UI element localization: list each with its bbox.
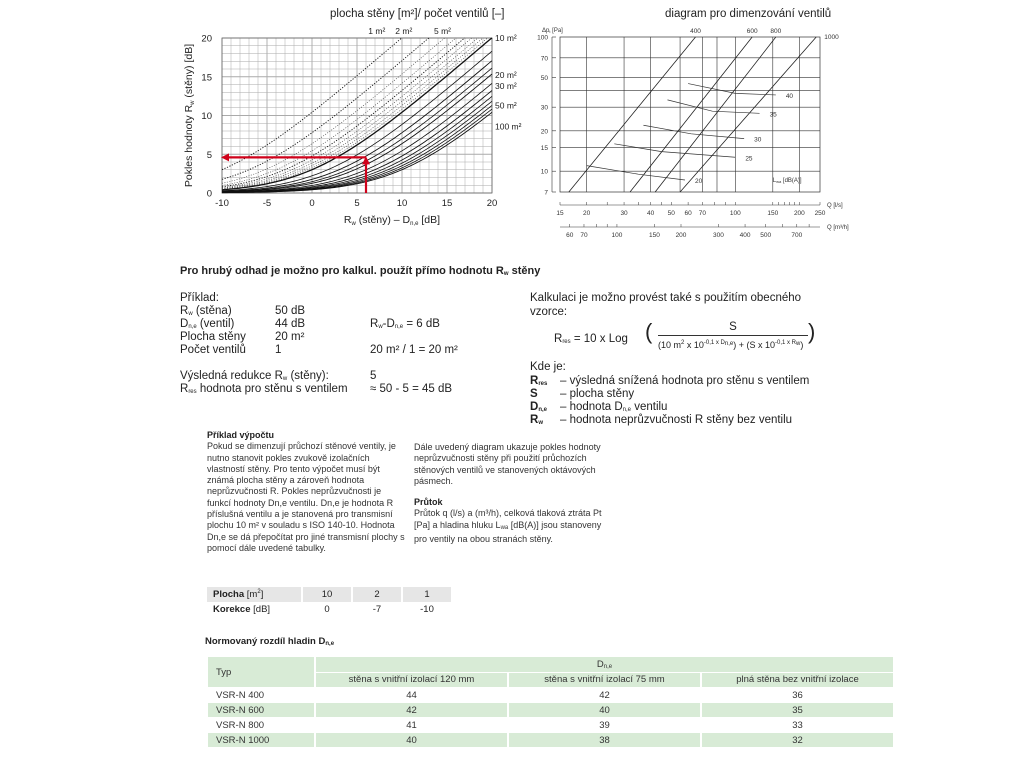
def-rw: $R_w$ – hodnota neprůzvučnosti R stěny bez ventilu	[530, 413, 793, 426]
header-typ: Typ	[208, 657, 314, 687]
example-value-dne: 44 dB	[275, 318, 306, 330]
x-tick-label: 30	[620, 210, 628, 217]
x-tick-label: 700	[791, 232, 803, 239]
x-tick-label: 400	[739, 232, 751, 239]
y-tick-label: 5	[206, 149, 212, 161]
correction-table	[205, 587, 453, 617]
diagram-paragraph	[414, 442, 606, 545]
x-tick-label: 100	[729, 210, 741, 217]
x-tick-label: 200	[675, 232, 687, 239]
table-row	[208, 703, 893, 717]
result-reduction-value: 5	[370, 370, 377, 382]
header-col-120: stěna s vnitřní izolací 120 mm	[316, 673, 507, 688]
x-tick-label: 500	[760, 232, 772, 239]
x-tick-label: -5	[262, 198, 272, 209]
model-line-600	[630, 37, 752, 192]
x-tick-label: 10	[396, 198, 408, 209]
x-tick-label: 15	[556, 210, 564, 217]
model-line-1000	[680, 37, 816, 192]
x-tick-label: 150	[767, 210, 779, 217]
cell: 36	[792, 689, 803, 701]
main-table-title: Normovaný rozdíl hladin $D_{n,e}$	[205, 636, 335, 647]
y-tick-label: 15	[540, 145, 548, 153]
table-row	[208, 718, 893, 732]
calc-example-paragraph	[207, 430, 407, 554]
x-tick-label: 20	[486, 198, 498, 209]
model-label: 1000	[824, 34, 839, 41]
x-axis-label: Rw (stěny) – Dn,e [dB]	[343, 214, 441, 227]
noise-label: 30	[754, 136, 762, 144]
cell: 40	[316, 733, 507, 747]
correction-row-db	[207, 602, 451, 617]
y-tick-label: 70	[540, 55, 548, 63]
right-chart	[530, 25, 850, 239]
model-label: 600	[746, 28, 758, 35]
example-value-rw: 50 dB	[275, 305, 306, 317]
calc-example-title: Příklad výpočtu	[207, 430, 275, 440]
cell-typ: VSR-N 1000	[208, 733, 314, 747]
noise-line-35	[667, 100, 759, 113]
noise-label: 20	[694, 178, 703, 186]
cell: 39	[599, 719, 610, 731]
cell: 32	[702, 733, 893, 747]
y-tick-label: 10	[540, 168, 548, 176]
cell: 1	[403, 587, 451, 602]
result-reduction-label: Výsledná redukce $R_w$ (stěny):	[180, 370, 329, 382]
cell-typ: VSR-N 400	[216, 689, 265, 701]
x-tick-label: 300	[713, 232, 724, 239]
formula-intro: Kalkulaci je možno provést také s použitím obecného vzorce:	[530, 292, 802, 318]
correction-row-area	[207, 587, 451, 602]
model-line-400	[569, 37, 696, 192]
cell: -10	[420, 604, 434, 615]
table-row	[208, 688, 893, 702]
area-label-top: 5 m²	[434, 26, 451, 36]
y-tick-label: 7	[544, 189, 548, 197]
left-chart	[170, 28, 530, 233]
noise-label: 35	[769, 111, 777, 119]
x-tick-label: 0	[309, 198, 315, 209]
x-axis-label-mh: Q [m³/h]	[827, 225, 849, 231]
y-tick-label: 20	[201, 33, 212, 45]
correction-area-label: Plocha $[m^2]$	[207, 587, 301, 602]
y-axis-label: Δpt [Pa]	[542, 28, 563, 34]
x-tick-label: 40	[647, 210, 655, 217]
example-note-diff: $R_w-D_{n,e} = 6$ dB	[370, 318, 440, 330]
rough-estimate-heading: Pro hrubý odhad je možno pro kalkul. použít přímo hodnotu $R_w$ stěny	[180, 265, 541, 277]
cell: 42	[599, 689, 610, 701]
diagram-body: Dále uvedený diagram ukazuje pokles hodnoty neprůzvučnosti stěny při použití průchozích stěnových ventilů ve stanovených oktávových pásmech.	[414, 442, 601, 486]
dne-table	[206, 656, 895, 748]
y-tick-label: 50	[540, 74, 548, 82]
cell-typ: VSR-N 800	[216, 719, 265, 731]
x-tick-label: 150	[648, 232, 660, 239]
area-label-right: 20 m²	[495, 70, 517, 81]
example-row-count: Počet ventilů	[180, 344, 246, 356]
result-rres-label: $R_{res}$ hodnota pro stěnu s ventilem	[180, 383, 348, 395]
formula-denominator: (10 $m^2$ x $10^{-0,1 x D_{n,e}}) + (S$ x $10^{-0,1 x R_w}$)	[658, 340, 804, 350]
area-label-top: 2 m²	[395, 26, 413, 36]
formula: $R_{res} = 10$ x Log ( S (10 $m^2$ x $10^{-0,1 x D_{n,e}}) + (S$ x $10^{-0,1 x R_w}$) )	[530, 321, 830, 353]
x-tick-label: 60	[684, 210, 692, 217]
y-tick-label: 15	[201, 72, 212, 84]
formula-block	[530, 292, 830, 427]
formula-numerator: S	[729, 321, 737, 333]
where-label: Kde je:	[530, 361, 566, 373]
x-tick-label: 5	[354, 198, 360, 209]
model-line-800	[655, 37, 776, 192]
cell: 38	[509, 733, 700, 747]
example-row-rw: $R_w$ (stěna)	[180, 305, 232, 317]
example-row-dne: $D_{n,e}$ (ventil)	[180, 318, 235, 330]
x-tick-label: 60	[566, 232, 574, 239]
y-tick-label: 10	[201, 111, 212, 122]
curve-intermediate	[222, 38, 479, 189]
x-tick-label: 50	[667, 210, 675, 217]
def-s: S – plocha stěny	[530, 387, 635, 400]
x-tick-label: 70	[580, 232, 588, 239]
flow-title: Průtok	[414, 497, 443, 508]
cell-typ: VSR-N 600	[208, 703, 314, 717]
noise-label: 25	[745, 155, 753, 163]
noise-label: 40	[785, 92, 794, 100]
cell: 40	[509, 703, 700, 717]
cell: 2	[353, 587, 401, 602]
correction-db-label: Korekce [dB]	[213, 604, 271, 615]
area-label-right: 30 m²	[495, 81, 517, 92]
model-label: 800	[770, 28, 782, 35]
y-axis-label: Pokles hodnoty Rw (stěny) [dB]	[183, 43, 196, 188]
x-tick-label: 200	[793, 210, 805, 217]
x-tick-label: 70	[698, 210, 706, 217]
y-tick-label: 20	[540, 128, 548, 136]
cell: 35	[702, 703, 893, 717]
right-chart-title: diagram pro dimenzování ventilů	[665, 8, 832, 20]
area-label-right: 100 m²	[495, 121, 522, 132]
x-axis-label-ls: Q [l/s]	[827, 203, 843, 209]
table-row	[208, 733, 893, 747]
area-label-right: 10 m²	[495, 33, 517, 43]
y-tick-label: 0	[206, 188, 212, 200]
y-tick-label: 30	[540, 104, 548, 112]
example-value-area: 20 m²	[275, 331, 305, 343]
noise-unit-label: Lwa [dB(A)]	[772, 178, 802, 185]
header-dne: $D_{n,e}$	[316, 657, 893, 672]
header-col-75: stěna s vnitřní izolací 75 mm	[509, 673, 700, 688]
example-note-area: 20 m² / 1 = 20 m²	[370, 344, 458, 356]
x-tick-label: -10	[215, 198, 229, 209]
x-tick-label: 250	[814, 210, 826, 217]
plot-frame	[560, 37, 820, 192]
model-label: 400	[690, 28, 701, 35]
cell: 44	[406, 689, 417, 701]
example-label: Příklad:	[180, 292, 219, 304]
cell: 33	[792, 719, 803, 731]
header-col-solid: plná stěna bez vnitřní izolace	[702, 673, 893, 688]
cell: -7	[372, 604, 382, 615]
example-row-area: Plocha stěny	[180, 331, 246, 343]
example-block	[0, 292, 520, 402]
cell: 41	[406, 719, 417, 731]
def-dne: $D_{n,e}$ – hodnota $D_{n,e}$ ventilu	[530, 400, 668, 413]
curve-intermediate	[222, 38, 472, 188]
left-chart-title: plocha stěny [m²]/ počet ventilů [–]	[330, 8, 505, 20]
x-tick-label: 100	[611, 232, 623, 239]
example-value-count: 1	[275, 344, 282, 356]
flow-body: Průtok q (l/s) a (m³/h), celková tlaková ztráta Pt [Pa] a hladina hluku $L_{wa}$ [dB(A)] jsou stanoveny pro ventily na obou stranách stěny.	[414, 508, 602, 545]
cell: 10	[303, 587, 351, 602]
x-tick-label: 15	[441, 198, 453, 209]
cell: 42	[316, 703, 507, 717]
y-tick-label: 100	[537, 34, 548, 42]
x-tick-label: 20	[582, 210, 591, 217]
curve-intermediate	[222, 38, 445, 183]
result-rres-value: ≈ 50 - 5 = 45 dB	[370, 383, 453, 395]
cell: 0	[324, 604, 330, 615]
area-label-top: 1 m²	[368, 26, 386, 36]
area-label-right: 50 m²	[495, 100, 517, 111]
calc-example-body: Pokud se dimenzují průchozí stěnové ventily, je nutno stanovit pokles zvukově izolačních vlastností stěny. Pro tento výpočet musí být známá plocha stěny a zároveň hodnota neprůzvučnosti R. Pokles neprůzvučnosti je funkcí hodnoty Dn,e ventilu. Dn,e je hodnota R příslušná ventilu a je stanovená pro transmisní plochu 10 m² v souladu s ISO 140-10. Hodnota Dn,e se dá přepočítat pro jiné transmisní plochy s pomocí dále uvedené tabulky.	[207, 441, 405, 553]
def-rres: $R_{res}$ – výsledná snížená hodnota pro stěnu s ventilem	[530, 374, 810, 387]
